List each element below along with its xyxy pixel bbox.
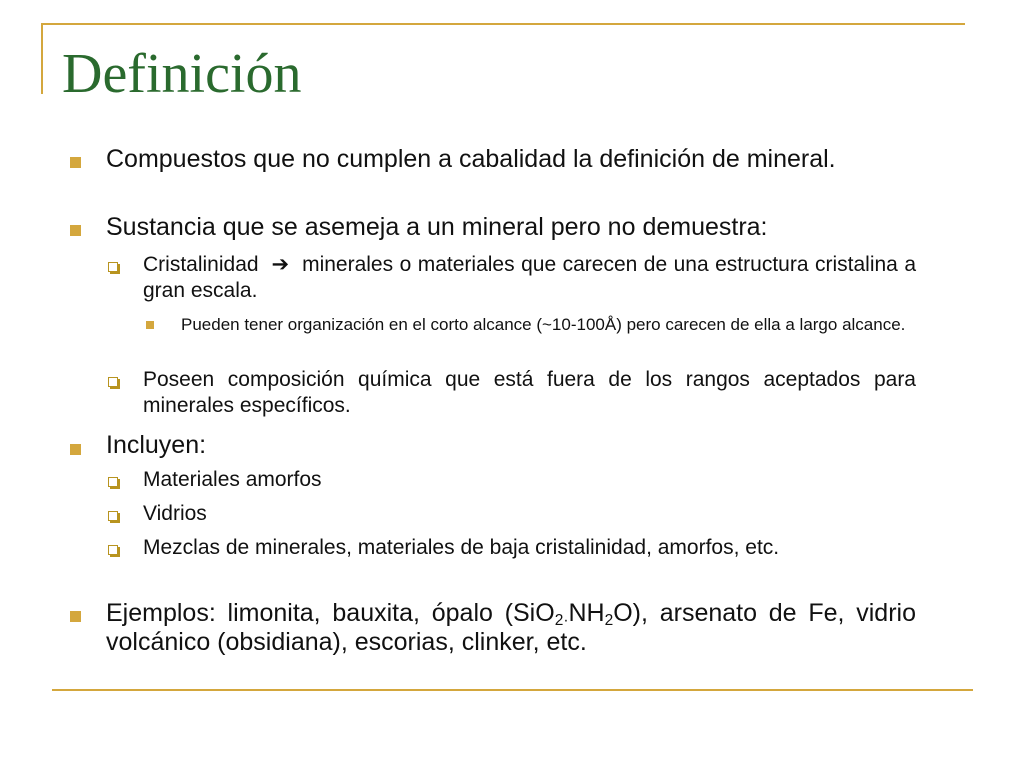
examples-part3: O), arsenato de Fe, vidrio volcánico (obsidiana), escorias, clinker, etc. — [106, 599, 916, 656]
right-arrow-icon: ➔ — [271, 253, 290, 276]
hollow-square-bullet-icon — [108, 477, 118, 487]
sub-bullet-text: Vidrios — [143, 502, 207, 525]
subscript-2: 2 — [554, 611, 564, 629]
sub-bullet-text — [143, 252, 916, 304]
subscript-2: 2 — [604, 611, 614, 629]
examples-part2: NH — [568, 599, 605, 627]
examples-part1: Ejemplos: limonita, bauxita, ópalo (SiO — [106, 599, 555, 627]
hollow-square-bullet-icon — [108, 262, 118, 272]
cristalinidad-definition: minerales o materiales que carecen de una estructura cristalina a gran escala. — [143, 253, 916, 302]
square-bullet-icon — [70, 611, 81, 622]
hydration-dot: · — [563, 611, 569, 629]
slide-title: Definición — [62, 43, 302, 105]
frame-top-line — [41, 23, 965, 25]
small-square-bullet-icon — [146, 321, 154, 329]
sub-bullet-text: Mezclas de minerales, materiales de baja cristalinidad, amorfos, etc. — [143, 536, 780, 559]
bullet-text: Compuestos que no cumplen a cabalidad la definición de mineral. — [106, 145, 836, 173]
cristalinidad-term: Cristalinidad — [143, 253, 259, 276]
bullet-text: Sustancia que se asemeja a un mineral pero no demuestra: — [106, 213, 768, 241]
sub-bullet-text: Materiales amorfos — [143, 468, 322, 491]
hollow-square-bullet-icon — [108, 377, 118, 387]
sub-sub-bullet-text: Pueden tener organización en el corto alcance (~10-100Å) pero carecen de ella a largo alcance. — [181, 315, 906, 334]
hollow-square-bullet-icon — [108, 545, 118, 555]
square-bullet-icon — [70, 157, 81, 168]
frame-left-line — [41, 23, 43, 94]
square-bullet-icon — [70, 225, 81, 236]
sub-bullet-text: Poseen composición química que está fuera de los rangos aceptados para minerales específicos. — [143, 368, 916, 417]
square-bullet-icon — [70, 444, 81, 455]
hollow-square-bullet-icon — [108, 511, 118, 521]
frame-bottom-line — [52, 689, 973, 691]
bullet-text: Incluyen: — [106, 431, 207, 459]
examples-text — [106, 599, 916, 657]
